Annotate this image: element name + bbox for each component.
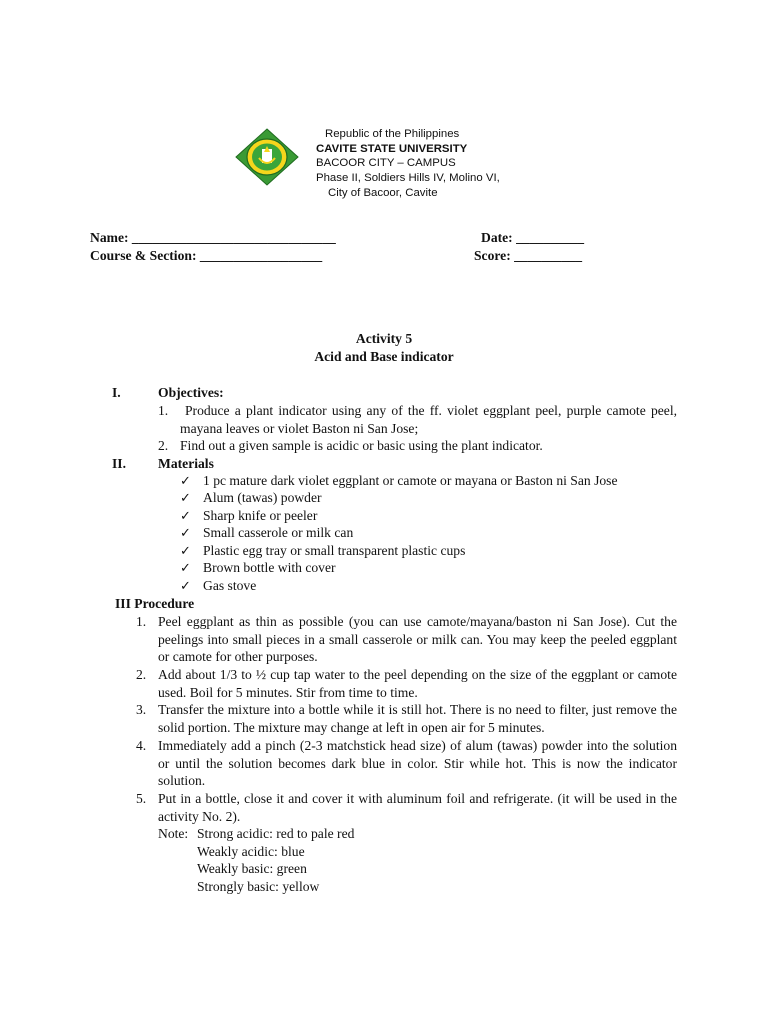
materials-roman: II.	[112, 456, 126, 471]
materials-heading: Materials	[158, 456, 214, 471]
procedure-2-num: 2.	[136, 667, 147, 682]
university-name: CAVITE STATE UNIVERSITY	[316, 142, 468, 155]
material-item: Small casserole or milk can	[203, 525, 354, 540]
university-header	[316, 127, 500, 201]
material-item: Alum (tawas) powder	[203, 490, 322, 505]
material-item: 1 pc mature dark violet eggplant or camote or mayana or Baston ni San Jose	[203, 473, 618, 488]
procedure-5-text: Put in a bottle, close it and cover it with aluminum foil and refrigerate. (it will be used in the activity No. 2).	[158, 791, 677, 824]
procedure-4-text: Immediately add a pinch (2-3 matchstick head size) of alum (tawas) powder into the solution or until the solution becomes dark blue in color. Stir while hot. This is now the indicator solution.	[158, 738, 677, 789]
material-item: Brown bottle with cover	[203, 560, 336, 575]
note-item: Strongly basic: yellow	[197, 879, 320, 894]
objective-1-text: Produce a plant indicator using any of the ff. violet eggplant peel, purple camote peel, mayana leaves or violet Baston ni San Jose;	[180, 403, 677, 436]
check-icon: ✓	[180, 525, 191, 540]
score-field[interactable]: Score: __________	[474, 248, 583, 263]
student-fields	[90, 229, 336, 265]
material-item: Sharp knife or peeler	[203, 508, 318, 523]
grade-fields	[474, 229, 584, 265]
check-icon: ✓	[180, 473, 191, 488]
campus-name: BACOOR CITY – CAMPUS	[316, 157, 456, 170]
republic-label: Republic of the Philippines	[325, 128, 460, 140]
check-icon: ✓	[180, 490, 191, 505]
objectives-heading: Objectives:	[158, 385, 224, 400]
check-icon: ✓	[180, 578, 191, 593]
note-item: Weakly acidic: blue	[197, 844, 305, 859]
note-item: Weakly basic: green	[197, 861, 307, 876]
check-icon: ✓	[180, 560, 191, 575]
name-field[interactable]: Name: ______________________________	[90, 230, 336, 245]
procedure-heading: III Procedure	[115, 596, 195, 611]
check-icon: ✓	[180, 508, 191, 523]
activity-title: Acid and Base indicator	[314, 349, 454, 364]
address-line-2: City of Bacoor, Cavite	[328, 186, 438, 199]
note-item: Strong acidic: red to pale red	[197, 826, 355, 841]
material-item: Plastic egg tray or small transparent plastic cups	[203, 543, 466, 558]
objective-2-text: Find out a given sample is acidic or basic using the plant indicator.	[180, 438, 543, 453]
procedure-3-num: 3.	[136, 702, 147, 717]
procedure-1-num: 1.	[136, 614, 147, 629]
check-icon: ✓	[180, 543, 191, 558]
activity-number: Activity 5	[355, 331, 413, 346]
procedure-4-num: 4.	[136, 738, 147, 753]
procedure-5-num: 5.	[136, 791, 147, 806]
material-item: Gas stove	[203, 578, 257, 593]
procedure-1-text: Peel eggplant as thin as possible (you can use camote/mayana/baston ni San Jose). Cut the peelings into small pieces in a small casserole or milk can. You may keep the peeled eggplant or camote for other purposes.	[158, 614, 677, 665]
university-seal-icon	[235, 128, 299, 186]
objectives-roman: I.	[112, 385, 121, 400]
procedure-3-text: Transfer the mixture into a bottle while it is still hot. There is no need to filter, just remove the solid portion. The mixture may change at left in open air for 5 minutes.	[158, 702, 677, 735]
note-label: Note:	[158, 826, 189, 841]
objective-1-num: 1.	[158, 403, 169, 418]
date-field[interactable]: Date: __________	[481, 230, 585, 245]
objective-2-num: 2.	[158, 438, 169, 453]
procedure-2-text: Add about 1/3 to ½ cup tap water to the peel depending on the size of the eggplant or camote used. Boil for 5 minutes. Stir from time to time.	[158, 667, 677, 700]
address-line-1: Phase II, Soldiers Hills IV, Molino VI,	[316, 172, 500, 185]
course-section-field[interactable]: Course & Section: __________________	[90, 248, 323, 263]
